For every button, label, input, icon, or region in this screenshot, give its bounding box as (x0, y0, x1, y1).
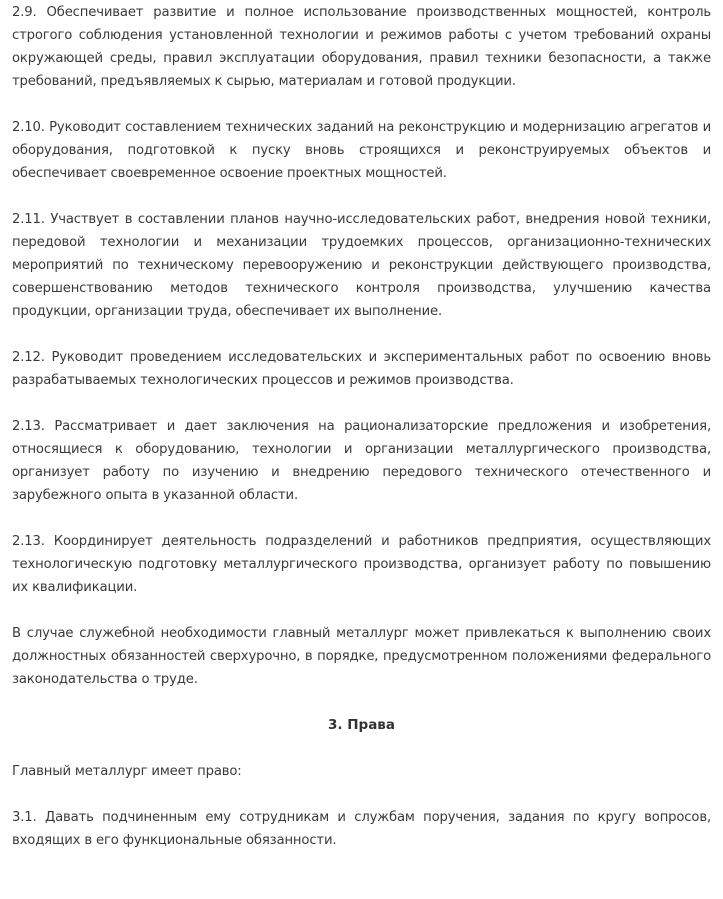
paragraph-2-13-b: 2.13. Координирует деятельность подразделений и работников предприятия, осуществляющих технологическую подготовку металлургического производства, организует работу по повышению их квалификации. (12, 534, 711, 595)
paragraph-3-1: 3.1. Давать подчиненным ему сотрудникам и службам поручения, задания по кругу вопросов, входящих в его функциональные обязанности. (12, 810, 711, 848)
paragraph-2-11: 2.11. Участвует в составлении планов научно-исследовательских работ, внедрения новой техники, передовой технологии и механизации трудоемких процессов, организационно-технических мероприятий по техническому перевооружению и реконструкции действующего производства, совершенствованию методов технического контроля производства, улучшению качества продукции, организации труда, обеспечивает их выполнение. (12, 212, 711, 319)
paragraph-overtime: В случае служебной необходимости главный металлург может привлекаться к выполнению своих должностных обязанностей сверхурочно, в порядке, предусмотренном положениями федерального законодательства о труде. (12, 626, 711, 687)
paragraph-2-10: 2.10. Руководит составлением технических заданий на реконструкцию и модернизацию агрегатов и оборудования, подготовкой к пуску вновь строящихся и реконструируемых объектов и обеспечивает своевременное освоение проектных мощностей. (12, 120, 711, 181)
section-heading-rights: 3. Права (328, 717, 395, 733)
paragraph-rights-intro: Главный металлург имеет право: (12, 764, 242, 779)
paragraph-2-12: 2.12. Руководит проведением исследовательских и экспериментальных работ по освоению вновь разрабатываемых технологических процессов и режимов производства. (12, 350, 711, 388)
paragraph-2-13-a: 2.13. Рассматривает и дает заключения на рационализаторские предложения и изобретения, относящиеся к оборудованию, технологии и организации металлургического производства, организует работу по изучению и внедрению передового технического отечественного и зарубежного опыта в указанной области. (12, 419, 711, 503)
paragraph-2-9: 2.9. Обеспечивает развитие и полное использование производственных мощностей, контроль строгого соблюдения установленной технологии и режимов работы с учетом требований охраны окружающей среды, правил эксплуатации оборудования, правил техники безопасности, а также требований, предъявляемых к сырью, материалам и готовой продукции. (12, 5, 711, 89)
